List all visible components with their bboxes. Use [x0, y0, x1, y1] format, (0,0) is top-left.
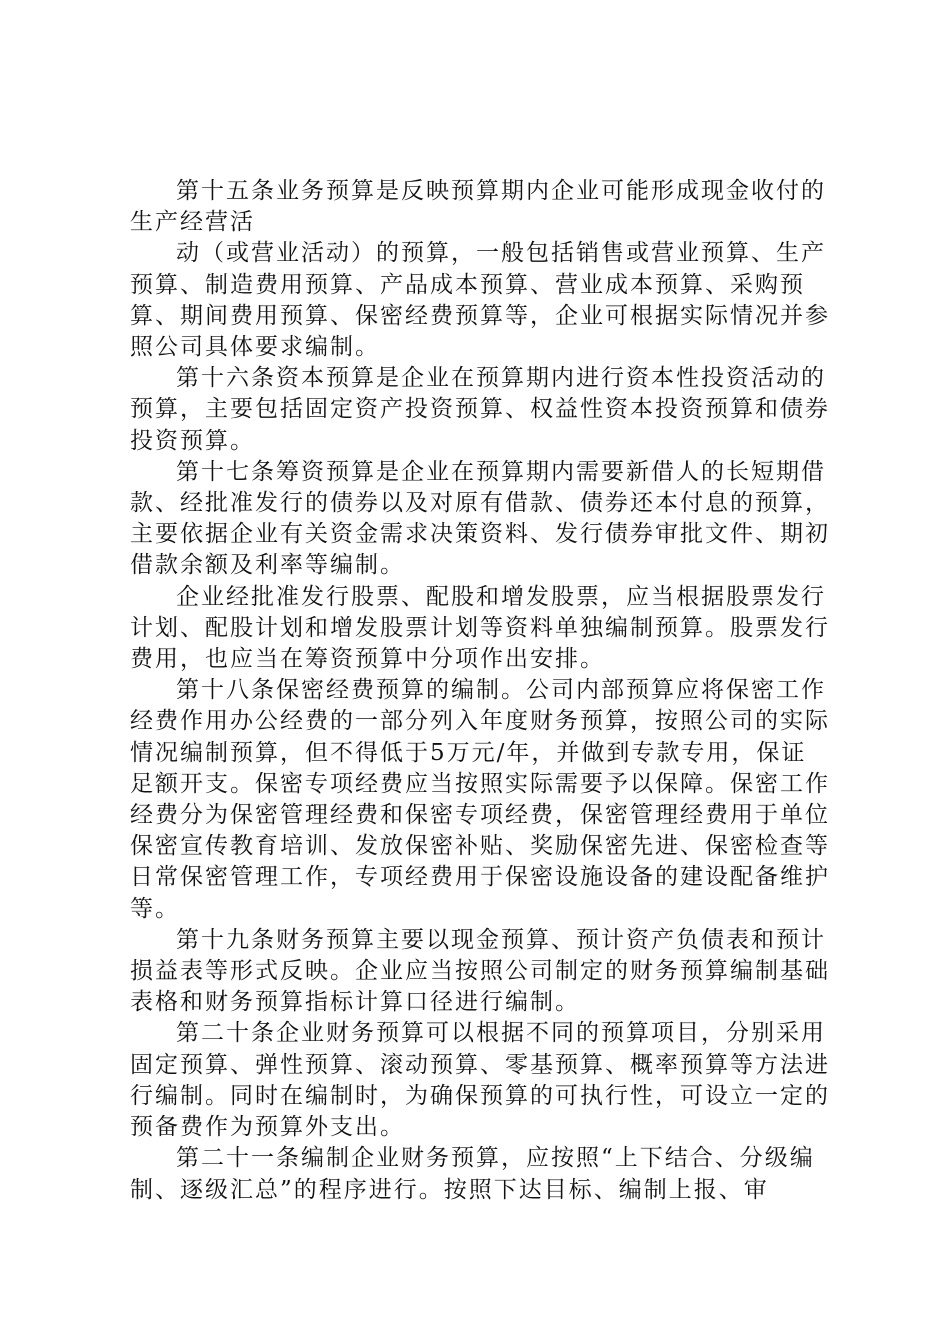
paragraph: 第十七条筹资预算是企业在预算期内需要新借人的长短期借款、经批准发行的债券以及对原有借款、债券还本付息的预算，主要依据企业有关资金需求决策资料、发行债券审批文件、期初借款余额及利率等编制。	[130, 458, 830, 579]
paragraph: 动（或营业活动）的预算，一般包括销售或营业预算、生产预算、制造费用预算、产品成本预算、营业成本预算、采购预算、期间费用预算、保密经费预算等，企业可根据实际情况并参照公司具体要求编制。	[130, 240, 830, 361]
paragraph: 第二十一条编制企业财务预算，应按照“上下结合、分级编制、逐级汇总”的程序进行。按照下达目标、编制上报、审	[130, 1145, 815, 1203]
paragraph: 第十五条业务预算是反映预算期内企业可能形成现金收付的生产经营活	[130, 178, 826, 236]
paragraph: 第十六条资本预算是企业在预算期内进行资本性投资活动的预算，主要包括固定资产投资预算、权益性资本投资预算和债券投资预算。	[130, 365, 830, 454]
paragraph: 第十八条保密经费预算的编制。公司内部预算应将保密工作经费作用办公经费的一部分列入年度财务预算，按照公司的实际情况编制预算，但不得低于5万元/年，并做到专款专用，保证足额开支。保密专项经费应当按照实际需要予以保障。保密工作经费分为保密管理经费和保密专项经费，保密管理经费用于单位保密宣传教育培训、发放保密补贴、奖励保密先进、保密检查等日常保密管理工作，专项经费用于保密设施设备的建设配备维护等。	[130, 677, 830, 922]
paragraph: 企业经批准发行股票、配股和增发股票，应当根据股票发行计划、配股计划和增发股票计划等资料单独编制预算。股票发行费用，也应当在筹资预算中分项作出安排。	[130, 583, 830, 673]
paragraph: 第十九条财务预算主要以现金预算、预计资产负债表和预计损益表等形式反映。企业应当按照公司制定的财务预算编制基础表格和财务预算指标计算口径进行编制。	[130, 926, 830, 1016]
paragraph: 第二十条企业财务预算可以根据不同的预算项目，分别采用固定预算、弹性预算、滚动预算、零基预算、概率预算等方法进行编制。同时在编制时，为确保预算的可执行性，可设立一定的预备费作为预算外支出。	[130, 1020, 830, 1141]
document-body	[130, 176, 830, 1206]
